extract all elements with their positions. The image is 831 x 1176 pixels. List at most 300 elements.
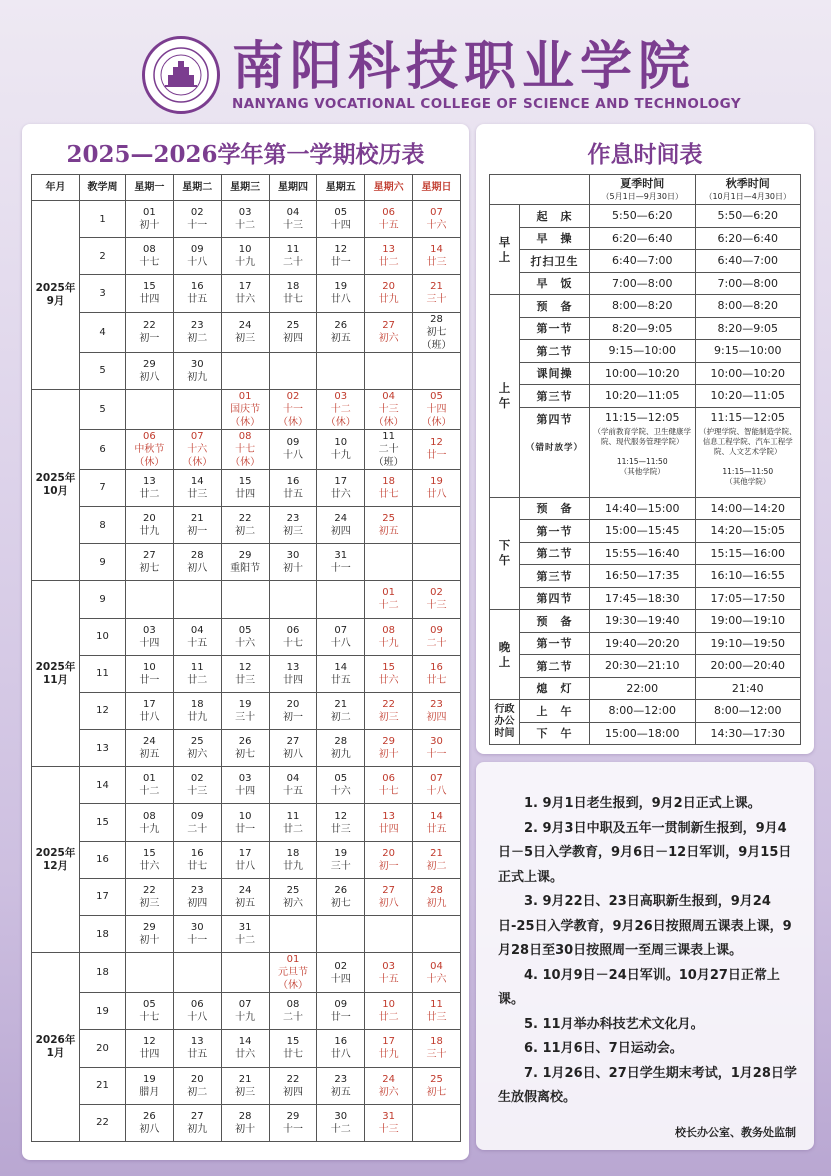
lunar-date: 廿四 [235, 488, 256, 500]
lunar-date: 初十 [139, 935, 160, 947]
day-number: 14 [190, 475, 204, 487]
schedule-row [490, 610, 801, 633]
day-number: 12 [334, 244, 348, 256]
activity-name: 起 床 [520, 205, 590, 228]
calendar-panel [22, 124, 469, 1160]
lunar-date: 二十 [282, 257, 303, 269]
day-number: 22 [238, 513, 252, 525]
calendar-day-cell [317, 916, 365, 953]
day-number: 26 [334, 884, 348, 896]
calendar-day-cell [269, 841, 317, 878]
calendar-day-cell [126, 544, 174, 581]
calendar-day-cell [269, 506, 317, 543]
lunar-date: 初七 [235, 749, 256, 761]
note-item: 2. 9月3日中职及五年一贯制新生报到，9月4日－5日入学教育，9月6日－12日军训，9月15日正式上课。 [498, 820, 792, 885]
day-number: 07 [190, 430, 204, 442]
calendar-day-cell [173, 692, 221, 729]
lunar-date: 初四 [330, 526, 351, 538]
activity-name: 第一节 [520, 632, 590, 655]
lunar-date: 十八 [187, 1012, 208, 1024]
calendar-day-cell [221, 730, 269, 767]
calendar-day-cell [269, 953, 317, 993]
day-number: 06 [382, 773, 395, 785]
day-number: 29 [143, 358, 156, 370]
lunar-date: 初五 [378, 526, 399, 538]
calendar-day-cell [365, 389, 413, 429]
calendar-day-cell [221, 312, 269, 352]
calendar-day-cell [221, 469, 269, 506]
day-number: 20 [143, 513, 156, 525]
week-number: 10 [80, 618, 126, 655]
summer-time: 22:00 [590, 677, 696, 700]
calendar-day-cell [221, 275, 269, 312]
lunar-date: 国庆节 （休） [230, 403, 261, 428]
week-number: 18 [80, 953, 126, 993]
note-item: 3. 9月22日、23日高职新生报到，9月24日-25日入学教育，9月26日按照周五课表上课，9月28日至30日按照周一至周三课表上课。 [498, 894, 792, 958]
header-wednesday: 星期三 [221, 175, 269, 201]
calendar-week-row [32, 804, 461, 841]
week-number: 9 [80, 581, 126, 618]
day-number: 09 [190, 244, 204, 256]
autumn-time: 8:20—9:05 [695, 317, 801, 340]
day-number: 11 [382, 430, 395, 442]
activity-name: 课间操 [520, 362, 590, 385]
calendar-day-cell [317, 993, 365, 1030]
summer-time-note: （学前教育学院、卫生健康学院、现代服务管理学院） [593, 426, 691, 446]
calendar-week-row [32, 730, 461, 767]
lunar-date: 初一 [139, 333, 160, 345]
calendar-day-cell [221, 1067, 269, 1104]
schedule-row [490, 250, 801, 273]
schedule-panel [476, 124, 814, 754]
lunar-date: 十七 [282, 637, 303, 649]
lunar-date: 十二 （休） [325, 403, 356, 428]
lunar-date: 初二 [187, 1086, 208, 1098]
day-number: 20 [382, 281, 395, 293]
schedule-row [490, 272, 801, 295]
autumn-time: 17:05—17:50 [695, 587, 801, 610]
schedule-row [490, 542, 801, 565]
day-number: 29 [143, 922, 156, 934]
header-autumn [695, 175, 801, 205]
calendar-day-cell [365, 730, 413, 767]
day-number: 21 [430, 281, 443, 293]
calendar-day-cell [365, 953, 413, 993]
autumn-time: 19:00—19:10 [695, 610, 801, 633]
summer-time: 15:00—18:00 [590, 722, 696, 745]
summer-time: 6:40—7:00 [590, 250, 696, 273]
lunar-date: 初六 [282, 897, 303, 909]
day-number: 10 [334, 437, 348, 449]
autumn-time: 5:50—6:20 [695, 205, 801, 228]
lunar-date: 廿八 [139, 711, 160, 723]
activity-name: 上 午 [520, 700, 590, 723]
activity-name: 第二节 [520, 340, 590, 363]
calendar-day-cell [126, 352, 174, 389]
calendar-day-cell [365, 312, 413, 352]
lunar-date: 十一 （休） [277, 403, 308, 428]
calendar-day-cell [365, 878, 413, 915]
day-number: 05 [430, 390, 443, 402]
lunar-date: 廿九 [139, 526, 160, 538]
lunar-date: 十六 [426, 220, 447, 232]
day-number: 04 [286, 207, 300, 219]
day-number: 12 [334, 810, 348, 822]
lunar-date: 初十 [378, 749, 399, 761]
calendar-day-cell [413, 312, 461, 352]
calendar-day-cell [221, 544, 269, 581]
lunar-date: 廿九 [378, 1049, 399, 1061]
day-number: 28 [430, 884, 443, 896]
calendar-week-row [32, 352, 461, 389]
week-number: 14 [80, 767, 126, 804]
day-number: 10 [143, 661, 156, 673]
calendar-day-cell [413, 352, 461, 389]
school-name-chinese: 南阳科技职业学院 [232, 36, 697, 97]
activity-name: 第二节 [520, 655, 590, 678]
schedule-header-blank [490, 175, 590, 205]
schedule-row [490, 205, 801, 228]
day-number: 03 [143, 624, 156, 636]
header-week: 教学周 [80, 175, 126, 201]
day-number: 03 [334, 390, 348, 402]
week-number: 4 [80, 312, 126, 352]
day-number: 05 [238, 624, 252, 636]
lunar-date: 初八 [378, 897, 399, 909]
lunar-date: 廿四 [378, 823, 399, 835]
calendar-day-cell [173, 581, 221, 618]
calendar-day-cell [365, 916, 413, 953]
calendar-week-row [32, 1030, 461, 1067]
lunar-date: 十二 [139, 786, 160, 798]
autumn-time: 8:00—8:20 [695, 295, 801, 318]
calendar-day-cell [413, 618, 461, 655]
calendar-day-cell [413, 878, 461, 915]
lunar-date: 初八 [139, 1123, 160, 1135]
lunar-date: 初三 [139, 897, 160, 909]
activity-name: 第一节 [520, 520, 590, 543]
schedule-row [490, 520, 801, 543]
calendar-day-cell [365, 804, 413, 841]
autumn-time [695, 407, 801, 497]
lunar-date: 初二 [426, 860, 447, 872]
day-number: 28 [190, 550, 204, 562]
week-number: 2 [80, 238, 126, 275]
week-number: 16 [80, 841, 126, 878]
calendar-day-cell [413, 730, 461, 767]
calendar-day-cell [173, 389, 221, 429]
calendar-day-cell [413, 1030, 461, 1067]
calendar-day-cell [413, 238, 461, 275]
summer-time [590, 407, 696, 497]
calendar-week-row [32, 841, 461, 878]
calendar-day-cell [126, 916, 174, 953]
calendar-day-cell [317, 352, 365, 389]
lunar-date: 十六 （休） [182, 443, 213, 468]
day-number: 06 [190, 999, 204, 1011]
calendar-day-cell [173, 730, 221, 767]
lunar-date: 廿六 [378, 674, 399, 686]
lunar-date: 廿九 [282, 860, 303, 872]
calendar-week-row [32, 878, 461, 915]
lunar-date: 二十 [187, 823, 208, 835]
calendar-day-cell [317, 201, 365, 238]
week-number: 11 [80, 655, 126, 692]
calendar-day-cell [126, 469, 174, 506]
day-number: 11 [286, 810, 300, 822]
header-summer [590, 175, 696, 205]
lunar-date: 十三 [378, 1123, 399, 1135]
lunar-date: 廿七 [187, 860, 208, 872]
calendar-day-cell [221, 1030, 269, 1067]
day-number: 27 [382, 884, 395, 896]
autumn-time: 14:30—17:30 [695, 722, 801, 745]
day-number: 17 [238, 281, 252, 293]
lunar-date: 廿九 [378, 294, 399, 306]
day-number: 24 [238, 884, 252, 896]
calendar-day-cell [317, 312, 365, 352]
lunar-date: 初四 [282, 333, 303, 345]
lunar-date: 廿四 [282, 674, 303, 686]
lunar-date: 十九 [378, 637, 399, 649]
lunar-date: 十九 [235, 1012, 256, 1024]
day-number: 09 [334, 999, 348, 1011]
calendar-day-cell [126, 878, 174, 915]
calendar-day-cell [365, 352, 413, 389]
autumn-time: 21:40 [695, 677, 801, 700]
day-number: 29 [238, 550, 252, 562]
day-number: 17 [238, 847, 252, 859]
lunar-date: 十九 [235, 257, 256, 269]
lunar-date: 廿二 [139, 488, 160, 500]
activity-name: 预 备 [520, 295, 590, 318]
calendar-day-cell [126, 993, 174, 1030]
lunar-date: 廿三 [187, 488, 208, 500]
day-number: 26 [334, 320, 348, 332]
day-number: 25 [190, 736, 204, 748]
day-number: 06 [143, 430, 156, 442]
day-number: 25 [286, 320, 300, 332]
calendar-day-cell [269, 916, 317, 953]
summer-label: 夏季时间 [620, 176, 665, 190]
day-number: 18 [286, 281, 300, 293]
day-number: 23 [190, 320, 204, 332]
lunar-date: 十四 [330, 973, 351, 985]
lunar-date: 廿一 [235, 823, 256, 835]
lunar-date: 十七 [139, 1012, 160, 1024]
calendar-day-cell [413, 953, 461, 993]
month-label: 2025年 11月 [32, 581, 80, 767]
note-item: 5. 11月举办科技艺术文化月。 [524, 1016, 704, 1032]
calendar-week-row [32, 201, 461, 238]
lunar-date: 初六 [378, 1086, 399, 1098]
summer-time: 8:00—8:20 [590, 295, 696, 318]
calendar-day-cell [269, 878, 317, 915]
activity-name: 熄 灯 [520, 677, 590, 700]
calendar-day-cell [173, 275, 221, 312]
header-month: 年月 [32, 175, 80, 201]
day-number: 13 [286, 661, 300, 673]
calendar-day-cell [317, 618, 365, 655]
day-number: 24 [334, 513, 348, 525]
calendar-day-cell [173, 953, 221, 993]
lunar-date: 十二 [378, 600, 399, 612]
calendar-day-cell [269, 581, 317, 618]
lunar-date: 初九 [187, 1123, 208, 1135]
calendar-day-cell [221, 618, 269, 655]
lunar-date: 初八 [139, 371, 160, 383]
day-number: 15 [286, 1036, 300, 1048]
lunar-date: 初十 [235, 1123, 256, 1135]
calendar-day-cell [317, 469, 365, 506]
calendar-week-row [32, 692, 461, 729]
calendar-day-cell [221, 506, 269, 543]
day-number: 01 [382, 587, 395, 599]
day-number: 30 [286, 550, 300, 562]
summer-time: 8:00—12:00 [590, 700, 696, 723]
day-number: 08 [143, 810, 156, 822]
calendar-day-cell [173, 993, 221, 1030]
calendar-day-cell [365, 618, 413, 655]
day-number: 17 [143, 698, 156, 710]
day-number: 20 [190, 1073, 204, 1085]
day-number: 07 [430, 773, 443, 785]
day-number: 05 [334, 207, 348, 219]
day-number: 07 [334, 624, 348, 636]
calendar-day-cell [221, 1104, 269, 1141]
lunar-date: 初九 [187, 371, 208, 383]
day-number: 29 [382, 736, 395, 748]
schedule-row [490, 655, 801, 678]
calendar-week-row [32, 469, 461, 506]
lunar-date: 廿九 [187, 711, 208, 723]
calendar-day-cell [173, 352, 221, 389]
day-number: 18 [382, 475, 395, 487]
header-thursday: 星期四 [269, 175, 317, 201]
note-item: 4. 10月9日－24日军训。10月27日正常上课。 [498, 967, 780, 1007]
day-number: 23 [334, 1073, 348, 1085]
lunar-date: 十五 [378, 973, 399, 985]
week-number: 3 [80, 275, 126, 312]
activity-name: 第四节 [520, 587, 590, 610]
week-number: 5 [80, 389, 126, 429]
summer-time: 16:50—17:35 [590, 565, 696, 588]
calendar-day-cell [269, 275, 317, 312]
day-number: 19 [334, 847, 348, 859]
autumn-time: 19:10—19:50 [695, 632, 801, 655]
day-number: 18 [286, 847, 300, 859]
calendar-week-row [32, 429, 461, 469]
activity-name: 第三节 [520, 385, 590, 408]
calendar-day-cell [269, 238, 317, 275]
week-number: 12 [80, 692, 126, 729]
day-number: 13 [143, 475, 156, 487]
lunar-date: 十七 （休） [230, 443, 261, 468]
lunar-date: 廿六 [235, 294, 256, 306]
calendar-day-cell [365, 201, 413, 238]
day-number: 30 [334, 1110, 348, 1122]
schedule-row [490, 385, 801, 408]
day-number: 04 [430, 960, 443, 972]
day-number: 06 [382, 207, 395, 219]
lunar-date: 十二 [235, 935, 256, 947]
day-number: 02 [190, 207, 204, 219]
calendar-day-cell [365, 469, 413, 506]
calendar-day-cell [221, 692, 269, 729]
day-number: 21 [190, 513, 204, 525]
day-number: 04 [190, 624, 204, 636]
day-number: 01 [238, 390, 252, 402]
day-number: 24 [143, 736, 156, 748]
calendar-week-row [32, 389, 461, 429]
lunar-date: 廿一 [139, 674, 160, 686]
calendar-day-cell [173, 655, 221, 692]
activity-name: 早 操 [520, 227, 590, 250]
calendar-day-cell [173, 429, 221, 469]
calendar-day-cell [365, 544, 413, 581]
calendar-day-cell [317, 275, 365, 312]
lunar-date: 初四 [426, 711, 447, 723]
calendar-day-cell [413, 429, 461, 469]
autumn-label: 秋季时间 [725, 176, 770, 190]
day-number: 11 [286, 244, 300, 256]
calendar-day-cell [221, 953, 269, 993]
calendar-day-cell [221, 352, 269, 389]
lunar-date: 十八 [187, 257, 208, 269]
header-sunday: 星期日 [413, 175, 461, 201]
lunar-date: 十三 [426, 600, 447, 612]
summer-time: 5:50—6:20 [590, 205, 696, 228]
activity-name: 预 备 [520, 497, 590, 520]
day-number: 14 [430, 244, 443, 256]
lunar-date: 初四 [187, 897, 208, 909]
autumn-time: 20:00—20:40 [695, 655, 801, 678]
calendar-day-cell [126, 841, 174, 878]
calendar-day-cell [126, 1067, 174, 1104]
lunar-date: 十四 （休） [421, 403, 452, 428]
summer-time: 17:45—18:30 [590, 587, 696, 610]
day-number: 21 [430, 847, 443, 859]
day-number: 04 [382, 390, 395, 402]
lunar-date: 初九 [426, 897, 447, 909]
week-number: 5 [80, 352, 126, 389]
lunar-date: 元旦节 （休） [277, 967, 308, 992]
school-calendar-table [31, 174, 461, 1142]
schedule-row [490, 340, 801, 363]
calendar-day-cell [365, 581, 413, 618]
calendar-week-row [32, 544, 461, 581]
lunar-date: 十七 [139, 257, 160, 269]
day-number: 26 [143, 1110, 156, 1122]
calendar-day-cell [365, 841, 413, 878]
lunar-date: 三十 [426, 294, 447, 306]
calendar-day-cell [413, 201, 461, 238]
lunar-date: 廿一 [330, 257, 351, 269]
day-number: 01 [143, 773, 156, 785]
lunar-date: 十一 [426, 749, 447, 761]
lunar-date: 廿六 [139, 860, 160, 872]
day-number: 15 [143, 281, 156, 293]
schedule-row [490, 497, 801, 520]
summer-time: 6:20—6:40 [590, 227, 696, 250]
lunar-date: 初六 [378, 333, 399, 345]
calendar-day-cell [269, 804, 317, 841]
day-number: 17 [334, 475, 348, 487]
day-number: 18 [430, 1036, 443, 1048]
day-number: 24 [382, 1073, 395, 1085]
calendar-day-cell [173, 506, 221, 543]
calendar-day-cell [173, 238, 221, 275]
